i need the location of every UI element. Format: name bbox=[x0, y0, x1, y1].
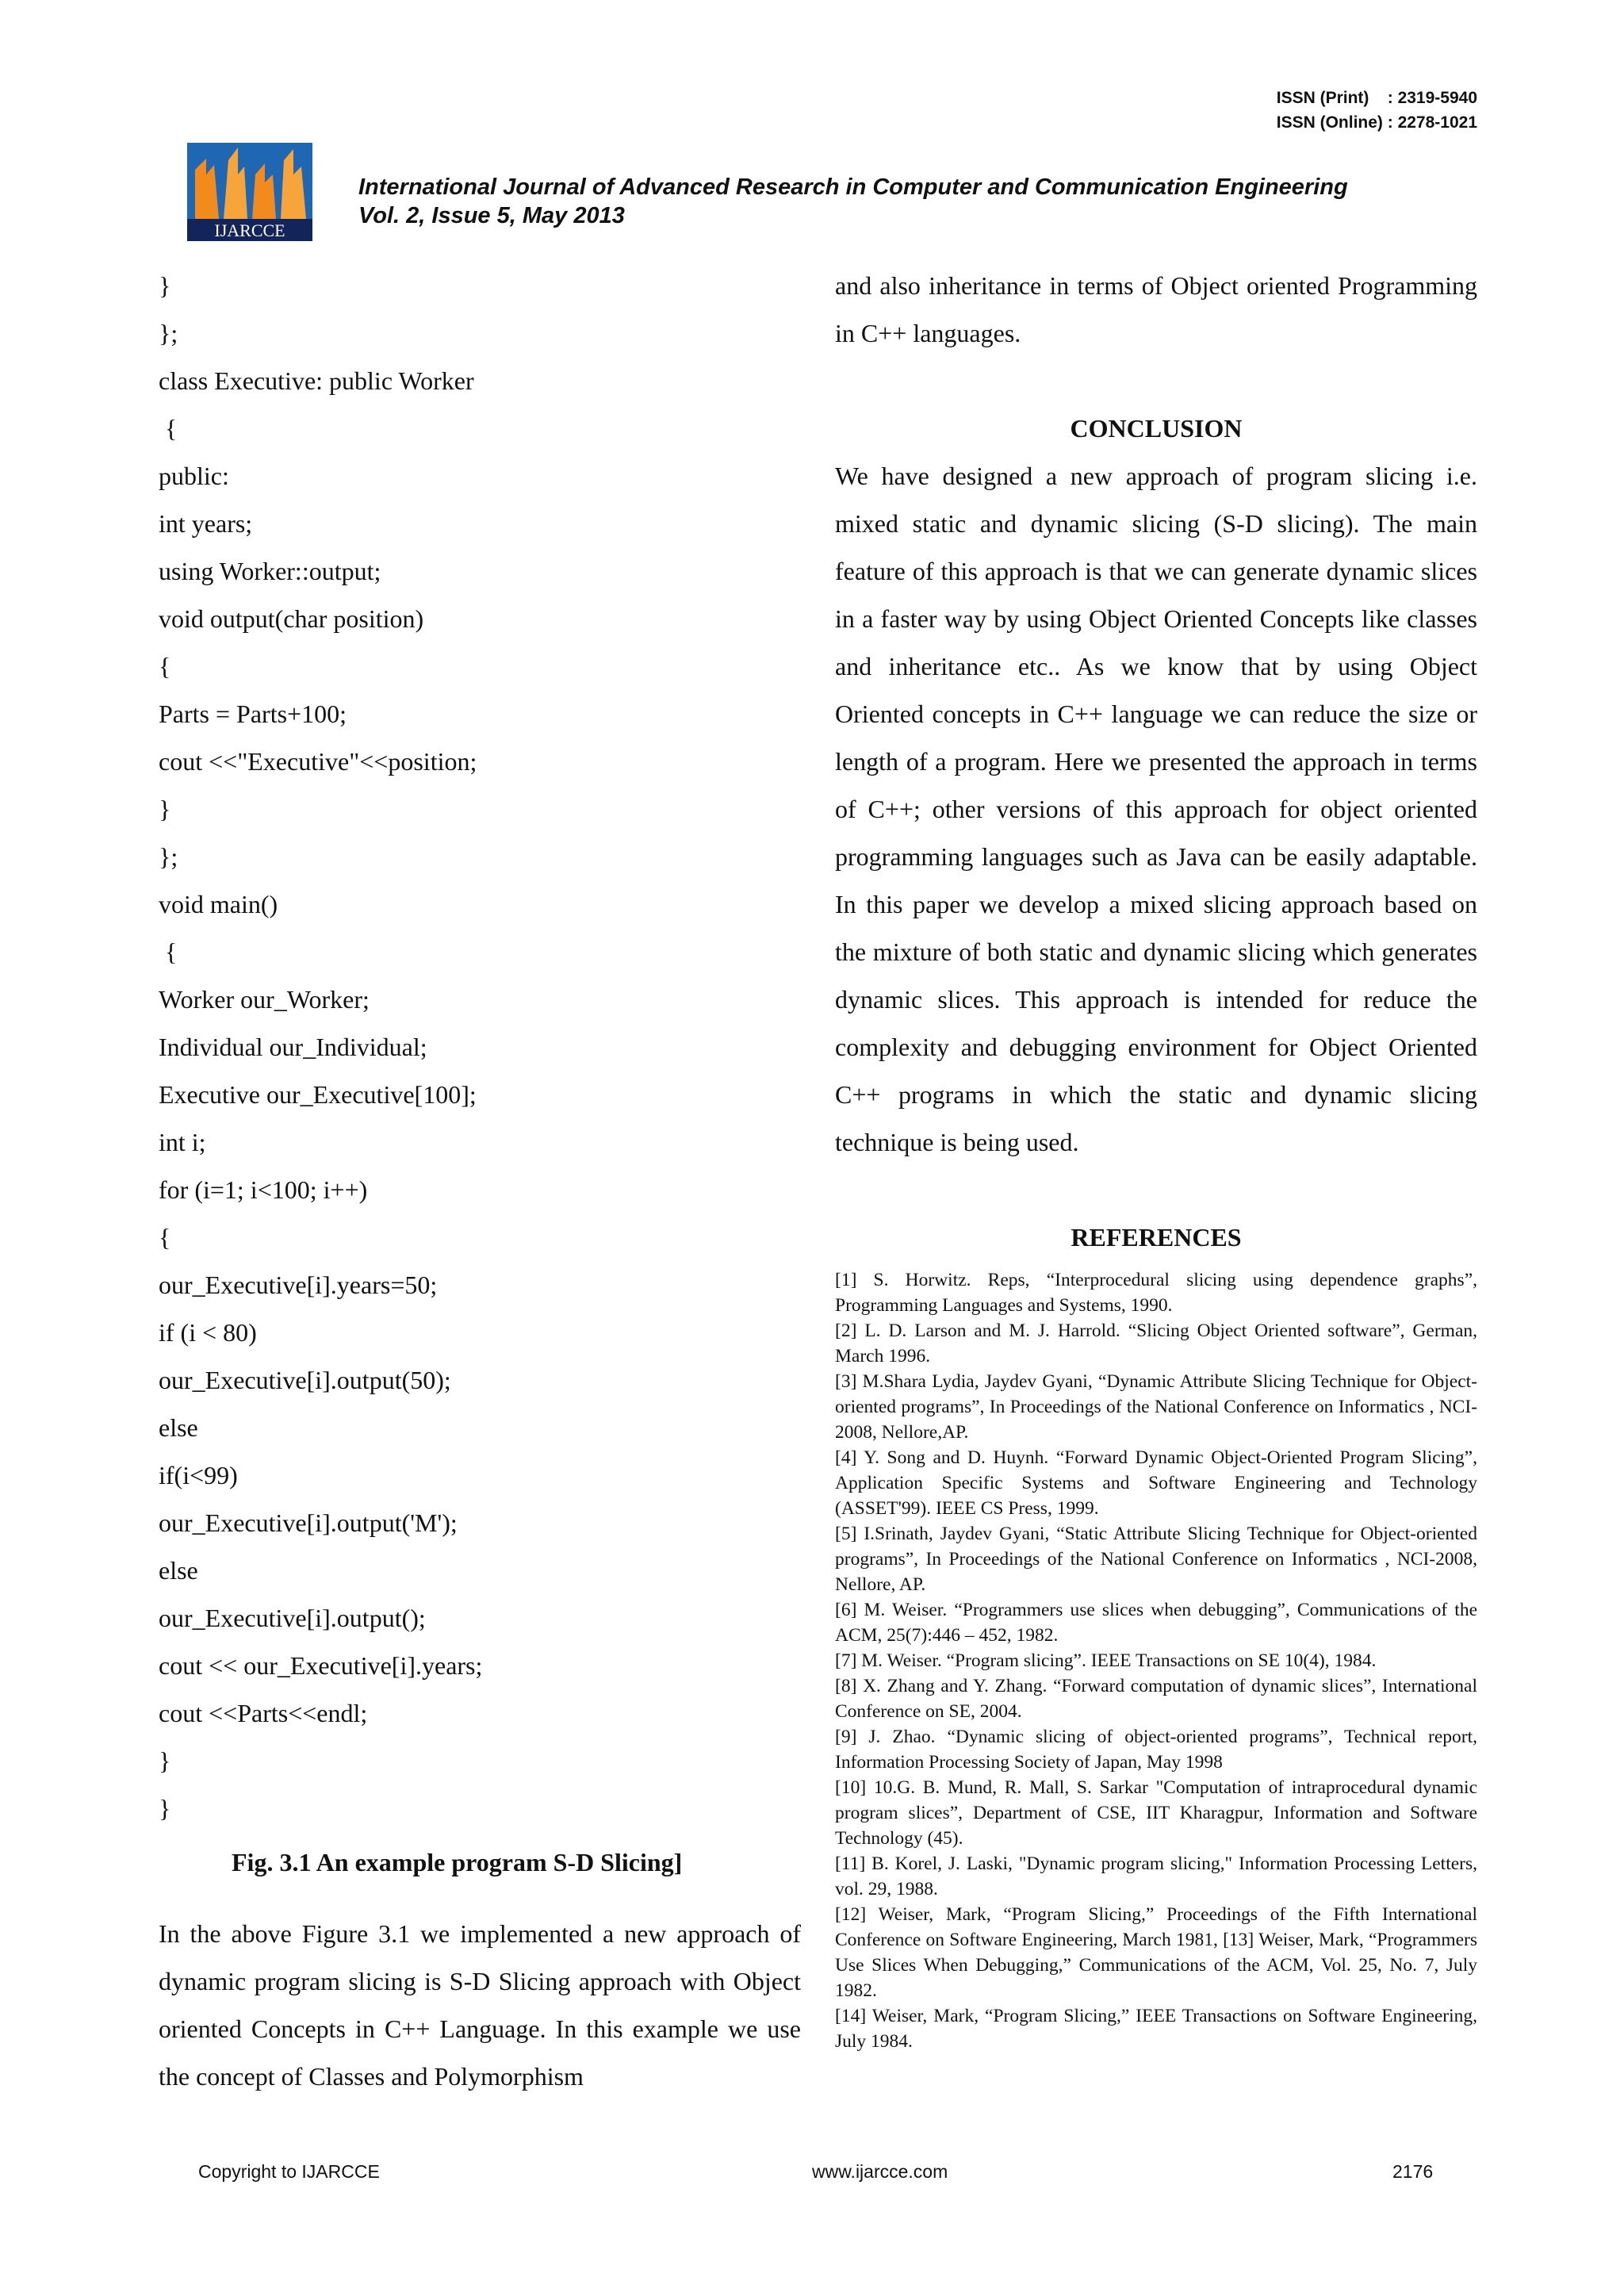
code-line: int years; bbox=[159, 509, 253, 538]
issn-print: ISSN (Print) : 2319-5940 bbox=[1276, 89, 1477, 107]
code-line: else bbox=[159, 1556, 198, 1585]
reference-item: [8] X. Zhang and Y. Zhang. “Forward computation of dynamic slices”, International Conference on SE, 2004. bbox=[835, 1676, 1477, 1722]
footer-page-number: 2176 bbox=[1392, 2161, 1434, 2182]
code-line: }; bbox=[159, 842, 178, 871]
issn-block bbox=[1277, 86, 1477, 135]
references-heading: REFERENCES bbox=[1071, 1223, 1242, 1251]
code-line: void main() bbox=[159, 890, 278, 918]
code-line: our_Executive[i].years=50; bbox=[159, 1271, 438, 1299]
logo-text: IJARCCE bbox=[214, 220, 285, 240]
reference-item: [4] Y. Song and D. Huynh. “Forward Dynamic Object-Oriented Program Slicing”, Application Specific Systems and Software Engineering and Technology (ASSET'99). IEEE CS Press, 1999. bbox=[835, 1447, 1477, 1519]
code-line: }; bbox=[159, 319, 178, 347]
reference-item: [5] I.Srinath, Jaydev Gyani, “Static Attribute Slicing Technique for Object-oriented programs”, In Proceedings of the National Conference on Informatics , NCI-2008, Nellore, AP. bbox=[835, 1524, 1477, 1595]
reference-item: [12] Weiser, Mark, “Program Slicing,” Proceedings of the Fifth International Conference on Software Engineering, March 1981, [13] Weiser, Mark, “Programmers Use Slices When Debugging,” Communications of the ACM, Vol. 25, No. 7, July 1982. bbox=[835, 1904, 1477, 2001]
code-line: int i; bbox=[159, 1128, 206, 1156]
reference-item: [11] B. Korel, J. Laski, "Dynamic program slicing," Information Processing Letters, vol. 29, 1988. bbox=[835, 1853, 1477, 1899]
code-line: Parts = Parts+100; bbox=[159, 700, 347, 728]
code-line: public: bbox=[159, 462, 229, 490]
journal-header bbox=[358, 173, 1348, 230]
code-line: if (i < 80) bbox=[159, 1318, 257, 1347]
reference-item: [9] J. Zhao. “Dynamic slicing of object-oriented programs”, Technical report, Information Processing Society of Japan, May 1998 bbox=[835, 1727, 1477, 1773]
reference-item: [14] Weiser, Mark, “Program Slicing,” IEEE Transactions on Software Engineering, July 1984. bbox=[835, 2006, 1477, 2052]
reference-item: [10] 10.G. B. Mund, R. Mall, S. Sarkar "Computation of intraprocedural dynamic program slices”, Department of CSE, IIT Kharagpur, Information and Software Technology (45). bbox=[835, 1777, 1477, 1849]
code-line: } bbox=[159, 1746, 171, 1775]
journal-title: International Journal of Advanced Research in Computer and Communication Engineering bbox=[358, 174, 1348, 200]
code-line: for (i=1; i<100; i++) bbox=[159, 1175, 368, 1204]
footer-copyright: Copyright to IJARCCE bbox=[198, 2161, 380, 2182]
code-line: if(i<99) bbox=[159, 1461, 238, 1489]
code-line: Worker our_Worker; bbox=[159, 985, 370, 1014]
code-line: class Executive: public Worker bbox=[159, 366, 474, 395]
code-line: } bbox=[159, 795, 171, 823]
code-line: cout << our_Executive[i].years; bbox=[159, 1651, 483, 1680]
conclusion-heading: CONCLUSION bbox=[1070, 414, 1243, 443]
continuation-paragraph: and also inheritance in terms of Object oriented Programming in C++ languages. bbox=[835, 271, 1477, 347]
code-line: cout <<"Executive"<<position; bbox=[159, 747, 477, 776]
code-line: { bbox=[159, 937, 178, 966]
conclusion-paragraph: We have designed a new approach of program slicing i.e. mixed static and dynamic slicing (S-D slicing). The main feature of this approach is that we can generate dynamic slices in a faster way by using Object Oriented Concepts like classes and inheritance etc.. As we know that by using Object Oriented concepts in C++ language we can reduce the size or length of a program. Here we presented the approach in terms of C++; other versions of this approach for object oriented programming languages such as Java can be easily adaptable. In this paper we develop a mixed slicing approach based on the mixture of both static and dynamic slicing which generates dynamic slices. This approach is intended for reduce the complexity and debugging environment for Object Oriented C++ programs in which the static and dynamic slicing technique is being used. bbox=[835, 462, 1477, 1156]
code-line: our_Executive[i].output(50); bbox=[159, 1366, 451, 1394]
code-line: { bbox=[159, 414, 178, 443]
reference-item: [1] S. Horwitz. Reps, “Interprocedural slicing using dependence graphs”, Programming Languages and Systems, 1990. bbox=[835, 1270, 1477, 1316]
ijarcce-logo bbox=[187, 143, 312, 241]
code-line: { bbox=[159, 652, 171, 680]
reference-list bbox=[835, 1267, 1477, 2054]
code-line: } bbox=[159, 271, 171, 300]
left-column bbox=[159, 262, 801, 2100]
reference-item: [7] M. Weiser. “Program slicing”. IEEE Transactions on SE 10(4), 1984. bbox=[835, 1650, 1377, 1671]
figure-caption: Fig. 3.1 An example program S-D Slicing] bbox=[232, 1848, 683, 1876]
code-line: Individual our_Individual; bbox=[159, 1033, 427, 1061]
reference-item: [2] L. D. Larson and M. J. Harrold. “Slicing Object Oriented software”, German, March 1996. bbox=[835, 1320, 1477, 1366]
code-line: else bbox=[159, 1413, 198, 1442]
code-line: our_Executive[i].output('M'); bbox=[159, 1508, 458, 1537]
code-line: our_Executive[i].output(); bbox=[159, 1604, 426, 1632]
code-line: cout <<Parts<<endl; bbox=[159, 1699, 368, 1727]
issn-online: ISSN (Online) : 2278-1021 bbox=[1276, 113, 1477, 132]
reference-item: [6] M. Weiser. “Programmers use slices when debugging”, Communications of the ACM, 25(7):446 – 452, 1982. bbox=[835, 1600, 1477, 1646]
journal-volume: Vol. 2, Issue 5, May 2013 bbox=[358, 203, 625, 228]
figure-explanation-paragraph: In the above Figure 3.1 we implemented a new approach of dynamic program slicing is S-D Slicing approach with Object oriented Concepts in C++ Language. In this example we use the concept of Classes and Polymorphism bbox=[159, 1919, 801, 2091]
reference-item: [3] M.Shara Lydia, Jaydev Gyani, “Dynamic Attribute Slicing Technique for Object-oriented programs”, In Proceedings of the National Conference on Informatics , NCI-2008, Nellore,AP. bbox=[835, 1371, 1477, 1443]
code-line: } bbox=[159, 1794, 171, 1823]
code-line: using Worker::output; bbox=[159, 557, 381, 585]
footer-website: www.ijarcce.com bbox=[812, 2161, 948, 2182]
right-column bbox=[835, 262, 1477, 2054]
code-listing bbox=[159, 262, 801, 1832]
code-line: Executive our_Executive[100]; bbox=[159, 1080, 477, 1109]
code-line: void output(char position) bbox=[159, 604, 424, 633]
code-line: { bbox=[159, 1223, 171, 1251]
